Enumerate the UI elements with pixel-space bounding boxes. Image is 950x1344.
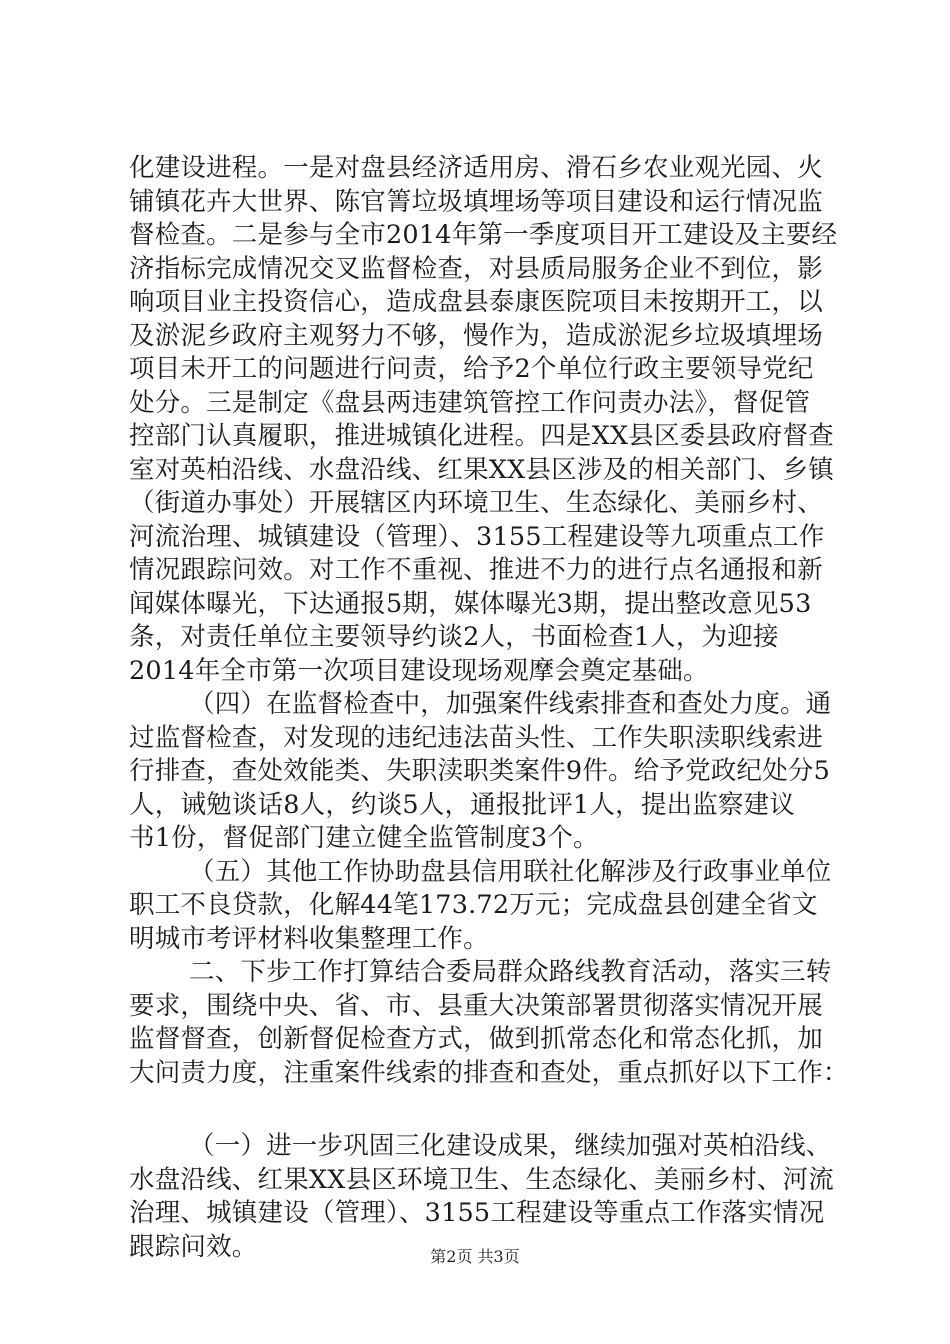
text-line: 化建设进程。一是对盘县经济适用房、滑石乡农业观光园、火 bbox=[129, 153, 823, 183]
text-line: （四）在监督检查中，加强案件线索排查和查处力度。通 bbox=[189, 689, 832, 719]
document-body bbox=[129, 152, 859, 1264]
text-line: 职工不良贷款，化解44笔173.72万元；完成盘县创建全省文 bbox=[129, 890, 818, 920]
text-line: （五）其他工作协助盘县信用联社化解涉及行政事业单位 bbox=[189, 856, 832, 887]
text-line: 过监督检查，对发现的违纪违法苗头性、工作失职渎职线索进 bbox=[129, 722, 823, 753]
paragraph-next-steps bbox=[129, 956, 859, 1090]
text-line: 室对英柏沿线、水盘沿线、红果XX县区涉及的相关部门、乡镇 bbox=[129, 454, 834, 485]
text-line: （一）进一步巩固三化建设成果，继续加强对英柏沿线、 bbox=[189, 1131, 832, 1161]
text-line: 水盘沿线、红果XX县区环境卫生、生态绿化、美丽乡村、河流 bbox=[129, 1164, 834, 1195]
paragraph-continuation bbox=[129, 152, 859, 688]
page-number-footer: 第2页 共3页 bbox=[430, 1247, 520, 1266]
paragraph-next-step-1 bbox=[129, 1130, 859, 1264]
paragraph-section-5 bbox=[129, 856, 859, 957]
text-line: 及淤泥乡政府主观努力不够，慢作为，造成淤泥乡垃圾填埋场 bbox=[129, 320, 823, 351]
text-line: 响项目业主投资信心，造成盘县泰康医院项目未按期开工，以 bbox=[129, 287, 823, 317]
text-line: 行排查，查处效能类、失职渎职类案件9件。给予党政纪处分5 bbox=[129, 756, 831, 786]
text-line: 人，诫勉谈话8人，约谈5人，通报批评1人，提出监察建议 bbox=[129, 789, 796, 820]
text-line: 项目未开工的问题进行问责，给予2个单位行政主要领导党纪 bbox=[129, 354, 814, 384]
paragraph-section-4 bbox=[129, 688, 859, 856]
text-line: 治理、城镇建设（管理）、3155工程建设等重点工作落实情况 bbox=[129, 1198, 825, 1228]
text-line: 书1份，督促部门建立健全监管制度3个。 bbox=[129, 823, 599, 853]
text-line: 要求，围绕中央、省、市、县重大决策部署贯彻落实情况开展 bbox=[129, 990, 823, 1021]
text-line: 二、下步工作打算结合委局群众路线教育活动，落实三转 bbox=[189, 957, 832, 987]
text-line: 明城市考评材料收集整理工作。 bbox=[129, 923, 489, 954]
text-line: 监督督查，创新督促检查方式，做到抓常态化和常态化抓，加 bbox=[129, 1024, 823, 1054]
paragraph-spacer bbox=[129, 1090, 859, 1130]
text-line: 跟踪问效。 bbox=[129, 1231, 258, 1262]
text-line: 处分。三是制定《盘县两违建筑管控工作问责办法》，督促管 bbox=[129, 387, 811, 418]
text-line: 闻媒体曝光，下达通报5期，媒体曝光3期，提出整改意见53 bbox=[129, 588, 812, 619]
text-line: 大问责力度，注重案件线索的排查和查处，重点抓好以下工作： bbox=[129, 1057, 849, 1088]
text-line: 河流治理、城镇建设（管理）、3155工程建设等九项重点工作 bbox=[129, 521, 825, 552]
text-line: 督检查。二是参与全市2014年第一季度项目开工建设及主要经 bbox=[129, 220, 838, 250]
text-line: （街道办事处）开展辖区内环境卫生、生态绿化、美丽乡村、 bbox=[129, 488, 823, 518]
text-line: 济指标完成情况交叉监督检查，对县质局服务企业不到位，影 bbox=[129, 253, 823, 284]
text-line: 条，对责任单位主要领导约谈2人，书面检查1人，为迎接 bbox=[129, 622, 779, 652]
text-line: 情况跟踪问效。对工作不重视、推进不力的进行点名通报和新 bbox=[129, 555, 823, 585]
text-line: 铺镇花卉大世界、陈官箐垃圾填埋场等项目建设和运行情况监 bbox=[129, 186, 823, 217]
text-line: 控部门认真履职，推进城镇化进程。四是XX县区委县政府督查 bbox=[129, 421, 834, 451]
text-line: 2014年全市第一次项目建设现场观摩会奠定基础。 bbox=[129, 655, 709, 686]
